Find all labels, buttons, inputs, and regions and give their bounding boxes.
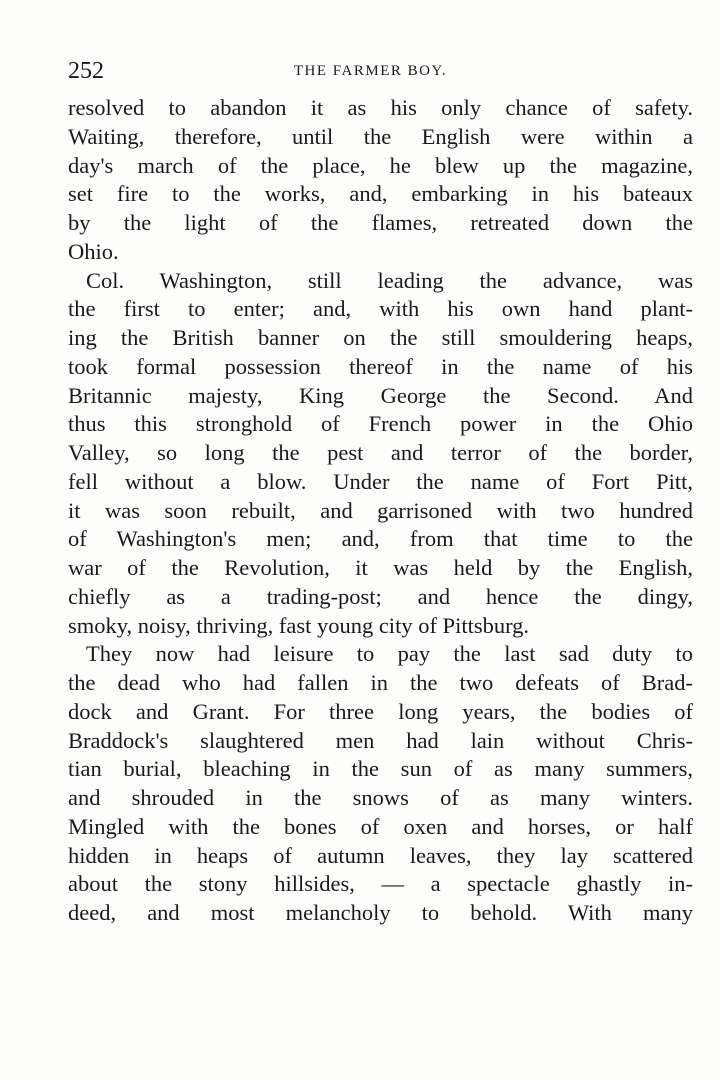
text-line: thus this stronghold of French power in the Ohio [68, 411, 693, 437]
text-line: by the light of the flames, retreated down the [68, 210, 693, 235]
text-line: Col. Washington, still leading the advance, was [86, 267, 693, 293]
text-line: tian burial, bleaching in the sun of as many summers, [68, 756, 693, 782]
text-line: Waiting, therefore, until the English were within a [68, 123, 693, 149]
text-line: Britannic majesty, King George the Second. And [68, 382, 693, 408]
text-line: fell without a blow. Under the name of Fort Pitt, [68, 468, 693, 494]
text-line: chiefly as a trading-post; and hence the dingy, [68, 583, 693, 609]
body-text [68, 94, 693, 928]
text-line: day's march of the place, he blew up the magazine, [68, 152, 693, 178]
text-line: war of the Revolution, it was held by the English, [68, 555, 693, 580]
text-line: about the stony hillsides, — a spectacle ghastly in- [68, 871, 693, 897]
text-line: and shrouded in the snows of as many winters. [68, 785, 693, 810]
text-line: Mingled with the bones of oxen and horses, or half [68, 813, 693, 839]
text-line: the dead who had fallen in the two defeats of Brad- [68, 670, 693, 695]
text-line: took formal possession thereof in the name of his [68, 353, 693, 379]
text-line: They now had leisure to pay the last sad duty to [86, 641, 693, 667]
text-line: it was soon rebuilt, and garrisoned with two hundred [68, 497, 693, 523]
text-line: of Washington's men; and, from that time to the [68, 526, 693, 552]
text-line: ing the British banner on the still smouldering heaps, [68, 325, 693, 350]
text-line: set fire to the works, and, embarking in his bateaux [68, 181, 693, 207]
text-line: Valley, so long the pest and terror of the border, [68, 440, 693, 465]
running-title: THE FARMER BOY. [293, 63, 448, 79]
text-line: the first to enter; and, with his own hand plant- [68, 296, 693, 322]
text-line: dock and Grant. For three long years, the bodies of [68, 698, 693, 724]
text-line: resolved to abandon it as his only chance of safety. [68, 95, 693, 120]
text-line: Ohio. [68, 238, 119, 264]
text-line: Braddock's slaughtered men had lain without Chris- [68, 727, 693, 753]
running-header [68, 58, 693, 90]
text-line: hidden in heaps of autumn leaves, they lay scattered [68, 842, 693, 868]
page-number: 252 [68, 58, 104, 84]
text-line: smoky, noisy, thriving, fast young city of Pittsburg. [68, 612, 530, 638]
text-line: deed, and most melancholy to behold. With many [68, 900, 693, 925]
